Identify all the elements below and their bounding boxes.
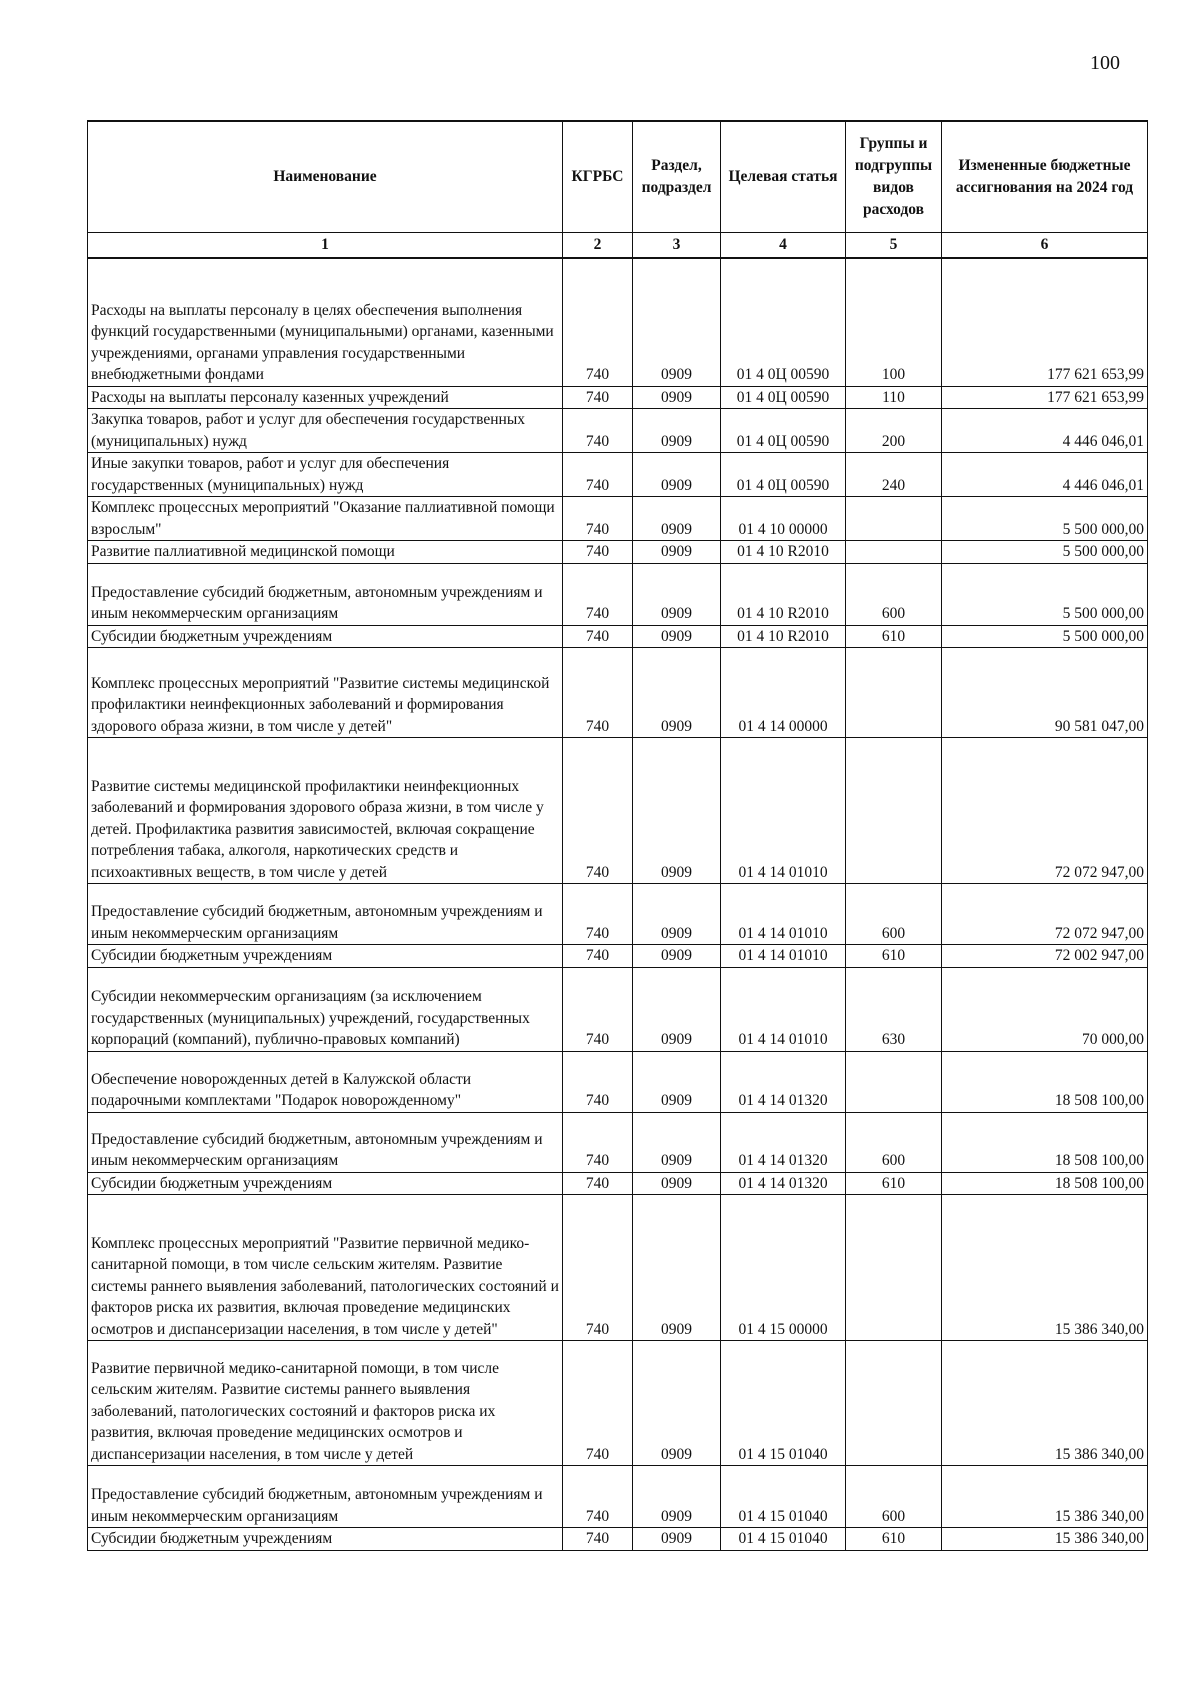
row-name: Субсидии бюджетным учреждениям [88, 625, 563, 648]
row-kgrbs: 740 [563, 1528, 633, 1551]
row-section: 0909 [633, 967, 721, 1051]
row-kgrbs: 740 [563, 541, 633, 564]
row-section: 0909 [633, 563, 721, 625]
table-row [88, 258, 1148, 386]
row-kgrbs: 740 [563, 1112, 633, 1172]
header-kgrbs: КГРБС [563, 121, 633, 233]
row-target: 01 4 14 01010 [721, 884, 846, 945]
row-target: 01 4 14 01320 [721, 1051, 846, 1112]
row-amount: 18 508 100,00 [942, 1112, 1148, 1172]
table-row [88, 497, 1148, 541]
row-kgrbs: 740 [563, 884, 633, 945]
row-name: Комплекс процессных мероприятий "Развитие системы медицинской профилактики неинфекционных заболеваний и формирования здорового образа жизни, в том числе у детей" [88, 648, 563, 738]
row-group [846, 648, 942, 738]
row-name: Субсидии некоммерческим организациям (за исключением государственных (муниципальных) учреждений, государственных корпораций (компаний), публично-правовых компаний) [88, 967, 563, 1051]
row-section: 0909 [633, 497, 721, 541]
row-group: 200 [846, 409, 942, 453]
header-row [88, 121, 1148, 233]
row-target: 01 4 15 01040 [721, 1466, 846, 1528]
table-row [88, 541, 1148, 564]
row-kgrbs: 740 [563, 453, 633, 497]
row-target: 01 4 15 01040 [721, 1341, 846, 1466]
row-amount: 5 500 000,00 [942, 497, 1148, 541]
row-section: 0909 [633, 884, 721, 945]
row-group [846, 1051, 942, 1112]
row-section: 0909 [633, 409, 721, 453]
row-name: Субсидии бюджетным учреждениям [88, 945, 563, 968]
column-number: 4 [721, 233, 846, 259]
header-section: Раздел, подраздел [633, 121, 721, 233]
row-section: 0909 [633, 541, 721, 564]
row-kgrbs: 740 [563, 409, 633, 453]
table-row [88, 967, 1148, 1051]
row-kgrbs: 740 [563, 945, 633, 968]
row-amount: 72 072 947,00 [942, 738, 1148, 884]
row-amount: 90 581 047,00 [942, 648, 1148, 738]
table-row [88, 1341, 1148, 1466]
row-group: 100 [846, 258, 942, 386]
column-number: 5 [846, 233, 942, 259]
column-number: 1 [88, 233, 563, 259]
row-name: Предоставление субсидий бюджетным, автономным учреждениям и иным некоммерческим организациям [88, 563, 563, 625]
row-name: Субсидии бюджетным учреждениям [88, 1172, 563, 1195]
row-kgrbs: 740 [563, 1466, 633, 1528]
row-kgrbs: 740 [563, 1172, 633, 1195]
row-kgrbs: 740 [563, 1051, 633, 1112]
row-section: 0909 [633, 625, 721, 648]
row-amount: 4 446 046,01 [942, 453, 1148, 497]
table-row [88, 1112, 1148, 1172]
row-section: 0909 [633, 1051, 721, 1112]
table-row [88, 1172, 1148, 1195]
row-kgrbs: 740 [563, 1341, 633, 1466]
row-target: 01 4 14 00000 [721, 648, 846, 738]
table-row [88, 1195, 1148, 1341]
row-group: 610 [846, 1172, 942, 1195]
header-amount: Измененные бюджетные ассигнования на 2024 год [942, 121, 1148, 233]
header-name: Наименование [88, 121, 563, 233]
row-target: 01 4 15 00000 [721, 1195, 846, 1341]
row-kgrbs: 740 [563, 563, 633, 625]
table-row [88, 1528, 1148, 1551]
row-amount: 72 002 947,00 [942, 945, 1148, 968]
row-amount: 15 386 340,00 [942, 1341, 1148, 1466]
table-row [88, 945, 1148, 968]
column-number-row [88, 233, 1148, 259]
row-group: 610 [846, 945, 942, 968]
row-name: Закупка товаров, работ и услуг для обеспечения государственных (муниципальных) нужд [88, 409, 563, 453]
row-target: 01 4 10 R2010 [721, 541, 846, 564]
row-target: 01 4 10 R2010 [721, 563, 846, 625]
row-section: 0909 [633, 453, 721, 497]
row-section: 0909 [633, 1195, 721, 1341]
row-group [846, 541, 942, 564]
row-group: 600 [846, 1466, 942, 1528]
row-target: 01 4 14 01320 [721, 1112, 846, 1172]
column-number: 3 [633, 233, 721, 259]
table-row [88, 409, 1148, 453]
row-amount: 5 500 000,00 [942, 625, 1148, 648]
row-target: 01 4 14 01010 [721, 967, 846, 1051]
row-amount: 72 072 947,00 [942, 884, 1148, 945]
row-group: 600 [846, 563, 942, 625]
row-amount: 15 386 340,00 [942, 1195, 1148, 1341]
table-row [88, 648, 1148, 738]
row-group [846, 738, 942, 884]
row-target: 01 4 0Ц 00590 [721, 409, 846, 453]
row-amount: 18 508 100,00 [942, 1172, 1148, 1195]
row-name: Развитие паллиативной медицинской помощи [88, 541, 563, 564]
table-row [88, 386, 1148, 409]
row-group: 630 [846, 967, 942, 1051]
row-target: 01 4 14 01010 [721, 945, 846, 968]
table-body [88, 258, 1148, 1550]
row-section: 0909 [633, 386, 721, 409]
row-target: 01 4 0Ц 00590 [721, 386, 846, 409]
row-section: 0909 [633, 258, 721, 386]
row-amount: 4 446 046,01 [942, 409, 1148, 453]
row-group: 240 [846, 453, 942, 497]
row-section: 0909 [633, 1466, 721, 1528]
row-amount: 15 386 340,00 [942, 1466, 1148, 1528]
row-group: 600 [846, 1112, 942, 1172]
table-row [88, 563, 1148, 625]
row-kgrbs: 740 [563, 648, 633, 738]
row-name: Иные закупки товаров, работ и услуг для обеспечения государственных (муниципальных) нужд [88, 453, 563, 497]
row-section: 0909 [633, 945, 721, 968]
row-target: 01 4 10 R2010 [721, 625, 846, 648]
row-kgrbs: 740 [563, 967, 633, 1051]
row-name: Предоставление субсидий бюджетным, автономным учреждениям и иным некоммерческим организациям [88, 1112, 563, 1172]
row-section: 0909 [633, 738, 721, 884]
row-kgrbs: 740 [563, 497, 633, 541]
row-kgrbs: 740 [563, 738, 633, 884]
table-row [88, 1466, 1148, 1528]
row-name: Предоставление субсидий бюджетным, автономным учреждениям и иным некоммерческим организациям [88, 884, 563, 945]
row-group [846, 497, 942, 541]
row-kgrbs: 740 [563, 1195, 633, 1341]
table-row [88, 453, 1148, 497]
row-amount: 18 508 100,00 [942, 1051, 1148, 1112]
row-target: 01 4 10 00000 [721, 497, 846, 541]
row-amount: 15 386 340,00 [942, 1528, 1148, 1551]
row-amount: 177 621 653,99 [942, 258, 1148, 386]
row-target: 01 4 14 01320 [721, 1172, 846, 1195]
row-section: 0909 [633, 1341, 721, 1466]
row-kgrbs: 740 [563, 258, 633, 386]
row-target: 01 4 14 01010 [721, 738, 846, 884]
header-group: Группы и подгруппы видов расходов [846, 121, 942, 233]
page-number: 100 [1090, 52, 1120, 74]
row-kgrbs: 740 [563, 625, 633, 648]
row-name: Расходы на выплаты персоналу в целях обеспечения выполнения функций государственными (муниципальными) органами, казенными учреждениями, органами управления государственными внебюджетными фондами [88, 258, 563, 386]
row-name: Обеспечение новорожденных детей в Калужской области подарочными комплектами "Подарок новорожденному" [88, 1051, 563, 1112]
row-group: 610 [846, 625, 942, 648]
row-name: Расходы на выплаты персоналу казенных учреждений [88, 386, 563, 409]
row-amount: 5 500 000,00 [942, 563, 1148, 625]
row-target: 01 4 15 01040 [721, 1528, 846, 1551]
table-row [88, 1051, 1148, 1112]
row-amount: 70 000,00 [942, 967, 1148, 1051]
row-section: 0909 [633, 1528, 721, 1551]
row-kgrbs: 740 [563, 386, 633, 409]
row-section: 0909 [633, 1112, 721, 1172]
row-section: 0909 [633, 1172, 721, 1195]
row-amount: 5 500 000,00 [942, 541, 1148, 564]
row-name: Предоставление субсидий бюджетным, автономным учреждениям и иным некоммерческим организациям [88, 1466, 563, 1528]
row-group [846, 1195, 942, 1341]
budget-table [87, 120, 1148, 1551]
row-target: 01 4 0Ц 00590 [721, 258, 846, 386]
row-name: Развитие первичной медико-санитарной помощи, в том числе сельским жителям. Развитие системы раннего выявления заболеваний, патологических состояний и факторов риска их развития, включая проведение медицинских осмотров и диспансеризации населения, в том числе у детей [88, 1341, 563, 1466]
header-target: Целевая статья [721, 121, 846, 233]
column-number: 2 [563, 233, 633, 259]
row-group: 600 [846, 884, 942, 945]
row-group: 610 [846, 1528, 942, 1551]
row-group [846, 1341, 942, 1466]
row-group: 110 [846, 386, 942, 409]
row-name: Комплекс процессных мероприятий "Оказание паллиативной помощи взрослым" [88, 497, 563, 541]
row-name: Комплекс процессных мероприятий "Развитие первичной медико-санитарной помощи, в том числе сельским жителям. Развитие системы раннего выявления заболеваний, патологических состояний и факторов риска их развития, включая проведение медицинских осмотров и диспансеризации населения, в том числе у детей" [88, 1195, 563, 1341]
row-section: 0909 [633, 648, 721, 738]
table-row [88, 884, 1148, 945]
row-amount: 177 621 653,99 [942, 386, 1148, 409]
table-row [88, 625, 1148, 648]
row-name: Субсидии бюджетным учреждениям [88, 1528, 563, 1551]
table-row [88, 738, 1148, 884]
column-number: 6 [942, 233, 1148, 259]
row-target: 01 4 0Ц 00590 [721, 453, 846, 497]
row-name: Развитие системы медицинской профилактики неинфекционных заболеваний и формирования здорового образа жизни, в том числе у детей. Профилактика развития зависимостей, включая сокращение потребления табака, алкоголя, наркотических средств и психоактивных веществ, в том числе у детей [88, 738, 563, 884]
